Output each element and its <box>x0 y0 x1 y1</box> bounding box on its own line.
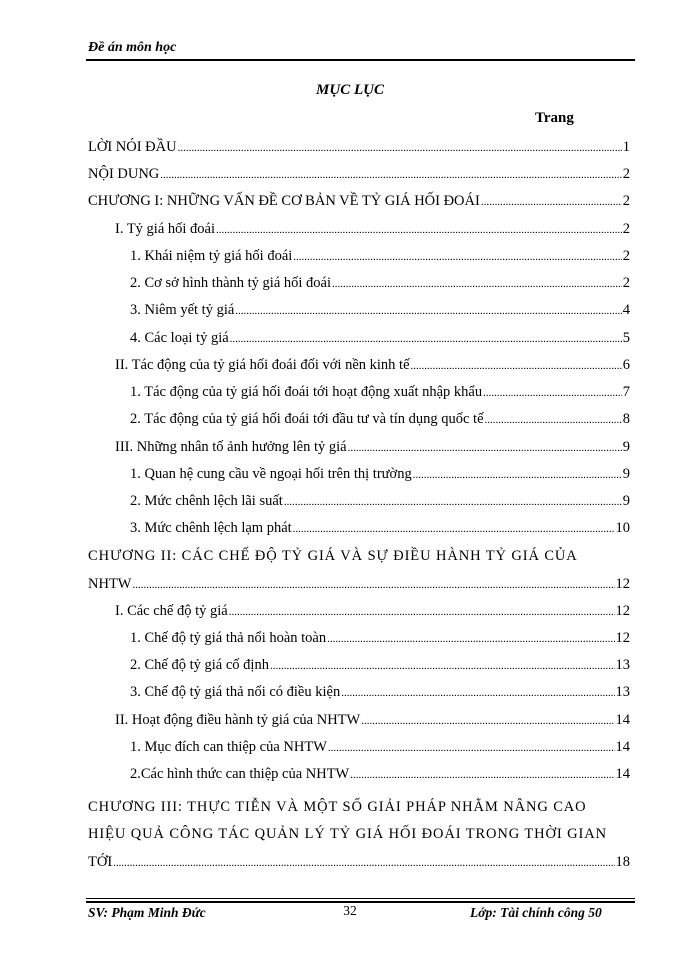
toc-entry-page: 4 <box>622 302 630 318</box>
toc-entry-label: 2. Cơ sở hình thành tỷ giá hối đoái <box>130 275 332 291</box>
toc-entry <box>115 437 630 457</box>
toc-entry-page: 2 <box>622 248 630 264</box>
toc-leader-dots <box>284 492 622 511</box>
toc-entry-label: NHTW <box>88 576 132 592</box>
toc-entry <box>130 518 630 538</box>
toc-entry <box>130 737 630 757</box>
toc-leader-dots <box>216 220 622 239</box>
toc-leader-dots <box>293 519 615 538</box>
toc-leader-dots <box>270 656 615 675</box>
toc-leader-dots <box>160 165 621 184</box>
toc-entry-page: 8 <box>622 411 630 427</box>
toc-entry-label: I. Các chế độ tỷ giá <box>115 603 228 619</box>
toc-entry-label: 2. Tác động của tỷ giá hối đoái tới đầu tư và tín dụng quốc tế <box>130 411 484 427</box>
toc-entry-label: TỚI <box>88 854 113 870</box>
toc-entry-page: 6 <box>622 357 630 373</box>
toc-leader-dots <box>350 765 614 784</box>
toc-leader-dots <box>235 301 621 320</box>
toc-entry-label: 4. Các loại tỷ giá <box>130 330 229 346</box>
toc-chapter-2-line-1: CHƯƠNG II: CÁC CHẾ ĐỘ TỶ GIÁ VÀ SỰ ĐIỀU HÀNH TỶ GIÁ CỦA <box>88 548 578 564</box>
toc-chapter-3-line-2: HIỆU QUẢ CÔNG TÁC QUẢN LÝ TỶ GIÁ HỐI ĐOÁI TRONG THỜI GIAN <box>88 826 608 842</box>
toc-leader-dots <box>133 575 615 594</box>
toc-entry <box>130 273 630 293</box>
toc-leader-dots <box>327 629 614 648</box>
toc-entry-label: 3. Mức chênh lệch lạm phát <box>130 520 292 536</box>
toc-leader-dots <box>485 410 622 429</box>
toc-entry-page: 2 <box>622 221 630 237</box>
toc-entry <box>115 710 630 730</box>
toc-entry-page: 5 <box>622 330 630 346</box>
toc-entry-page: 12 <box>615 603 630 619</box>
toc-entry-page: 14 <box>615 712 630 728</box>
toc-entry-page: 1 <box>622 139 630 155</box>
toc-entry-page: 10 <box>615 520 630 536</box>
toc-leader-dots <box>178 138 622 157</box>
toc-entry <box>130 328 630 348</box>
footer-student: SV: Phạm Minh Đức <box>88 905 206 920</box>
toc-entry-label: 2. Chế độ tỷ giá cố định <box>130 657 269 673</box>
toc-entry-page: 2 <box>622 193 630 209</box>
toc-entry-label: I. Tỷ giá hối đoái <box>115 221 216 237</box>
toc-entry <box>130 246 630 266</box>
toc-leader-dots <box>481 192 622 211</box>
footer-class: Lớp: Tài chính công 50 <box>470 905 602 920</box>
toc-entry-page: 7 <box>622 384 630 400</box>
toc-entry-label: 3. Niêm yết tỷ giá <box>130 302 235 318</box>
toc-leader-dots <box>413 465 622 484</box>
toc-entry <box>130 764 630 784</box>
toc-entry <box>88 191 630 211</box>
toc-leader-dots <box>332 274 622 293</box>
toc-entry <box>130 491 630 511</box>
toc-entry <box>130 464 630 484</box>
toc-leader-dots <box>229 602 615 621</box>
toc-entry <box>130 382 630 402</box>
toc-entry-label: 2. Mức chênh lệch lãi suất <box>130 493 283 509</box>
toc-leader-dots <box>341 683 614 702</box>
toc-leader-dots <box>230 329 622 348</box>
toc-leader-dots <box>411 356 622 375</box>
toc-entry <box>130 655 630 675</box>
toc-entry-page: 9 <box>622 439 630 455</box>
toc-entry-page: 12 <box>615 576 630 592</box>
toc-entry-page: 9 <box>622 466 630 482</box>
toc-entry-label: 1. Tác động của tỷ giá hối đoái tới hoạt động xuất nhập khẩu <box>130 384 483 400</box>
toc-entry <box>88 137 630 157</box>
toc-entry-page: 13 <box>615 684 630 700</box>
toc-leader-dots <box>328 738 615 757</box>
toc-entry-label: II. Tác động của tỷ giá hối đoái đối với nền kinh tế <box>115 357 410 373</box>
toc-entry-label: 1. Khái niệm tỷ giá hối đoái <box>130 248 293 264</box>
toc-entry-label: NỘI DUNG <box>88 166 160 182</box>
footer-rule <box>86 898 635 899</box>
toc-entry-page: 14 <box>615 766 630 782</box>
toc-page-column-label: Trang <box>535 110 574 126</box>
toc-entry <box>130 628 630 648</box>
header-title: Đề án môn học <box>88 40 177 55</box>
toc-entry <box>130 682 630 702</box>
toc-leader-dots <box>293 247 621 266</box>
toc-entry-label: III. Những nhân tố ảnh hưởng lên tỷ giá <box>115 439 347 455</box>
toc-entry-label: 1. Mục đích can thiệp của NHTW <box>130 739 327 755</box>
toc-entry-label: 1. Chế độ tỷ giá thả nổi hoàn toàn <box>130 630 327 646</box>
toc-entry <box>115 219 630 239</box>
toc-entry-page: 9 <box>622 493 630 509</box>
toc-chapter-3-line-1: CHƯƠNG III: THỰC TIỄN VÀ MỘT SỐ GIẢI PHÁP NHẰM NÂNG CAO <box>88 799 587 815</box>
toc-entry-page: 13 <box>615 657 630 673</box>
toc-title: MỤC LỤC <box>316 82 384 98</box>
toc-entry-label: CHƯƠNG I: NHỮNG VẤN ĐỀ CƠ BẢN VỀ TỶ GIÁ HỐI ĐOÁI <box>88 193 480 209</box>
toc-entry <box>130 300 630 320</box>
toc-entry-label: LỜI NÓI ĐẦU <box>88 139 177 155</box>
toc-entry-label: 1. Quan hệ cung cầu về ngoại hối trên thị trường <box>130 466 412 482</box>
toc-entry-label: 3. Chế độ tỷ giá thả nổi có điều kiện <box>130 684 341 700</box>
toc-entry-page: 12 <box>615 630 630 646</box>
toc-leader-dots <box>361 711 614 730</box>
toc-entry-page: 14 <box>615 739 630 755</box>
toc-entry-page: 18 <box>615 854 630 870</box>
toc-entry <box>130 409 630 429</box>
toc-entry-page: 2 <box>622 275 630 291</box>
toc-entry <box>88 164 630 184</box>
toc-entry <box>115 355 630 375</box>
toc-entry-page: 2 <box>622 166 630 182</box>
toc-entry-label: 2.Các hình thức can thiệp của NHTW <box>130 766 350 782</box>
toc-entry-label: II. Hoạt động điều hành tỷ giá của NHTW <box>115 712 361 728</box>
toc-entry <box>88 852 630 872</box>
toc-leader-dots <box>113 853 614 872</box>
toc-entry <box>88 574 630 594</box>
toc-leader-dots <box>483 383 622 402</box>
toc-entry <box>115 601 630 621</box>
footer-page-number: 32 <box>343 903 357 918</box>
toc-leader-dots <box>348 438 622 457</box>
